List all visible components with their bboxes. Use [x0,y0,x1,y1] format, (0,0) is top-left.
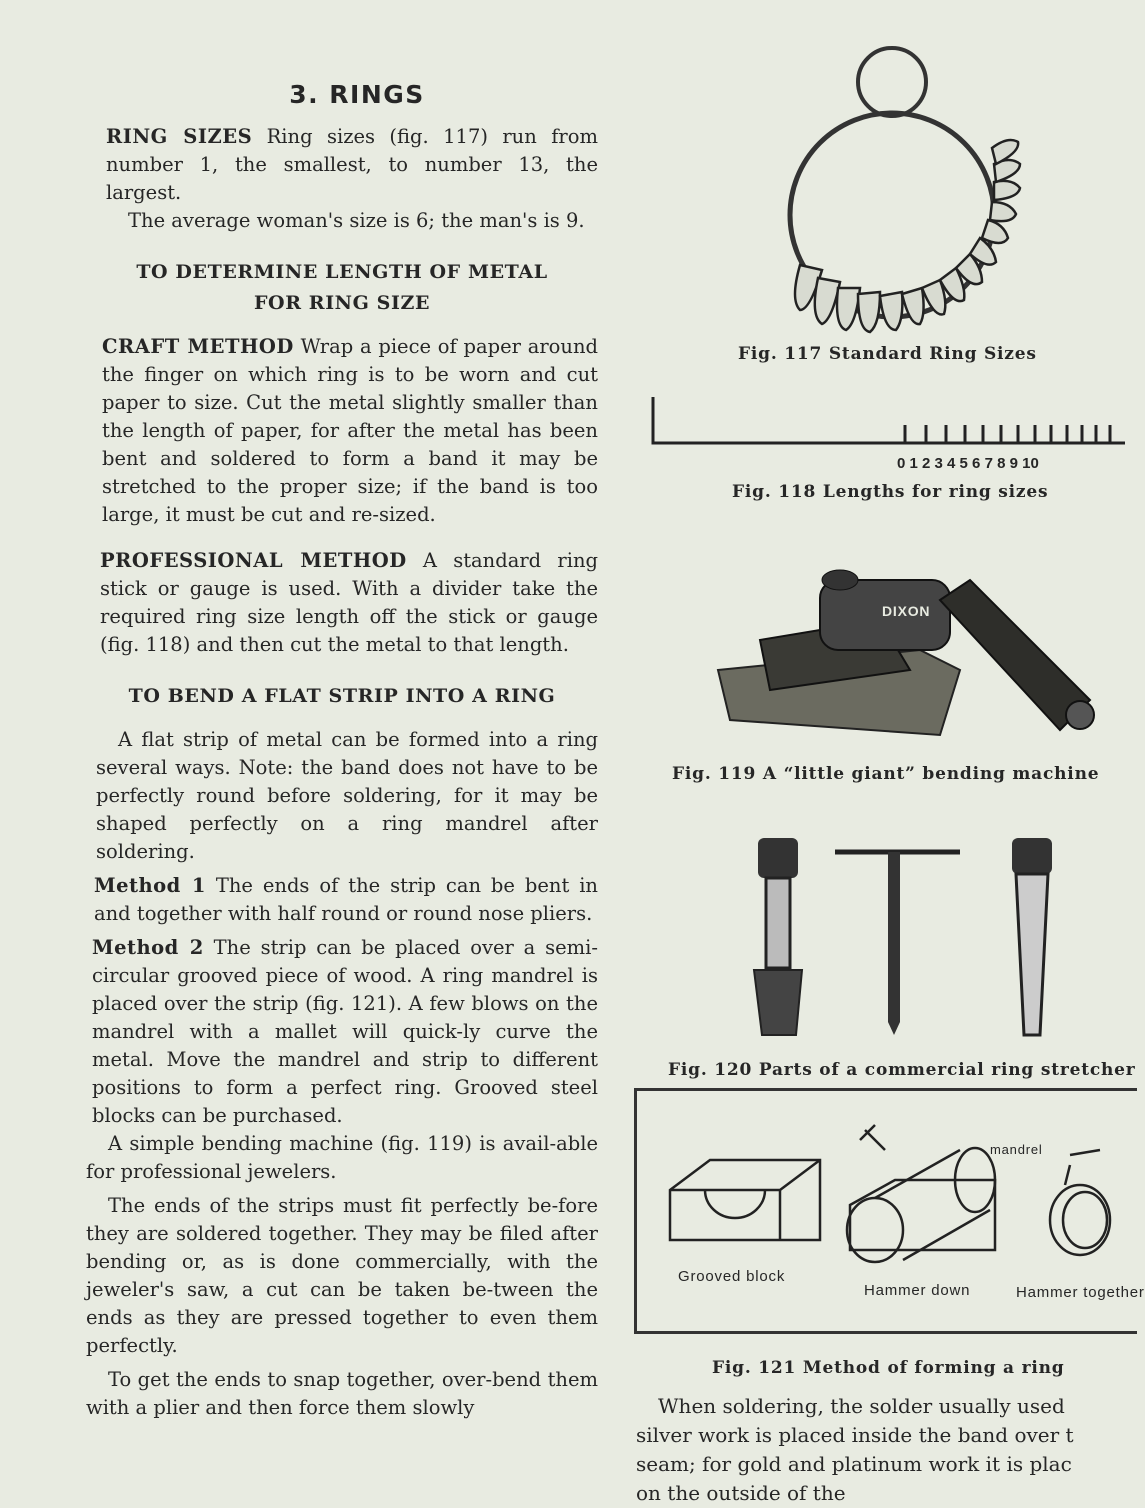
fig118-ruler-digits: 0 1 2 3 4 5 6 7 8 9 10 [897,455,1039,472]
bend-heading: TO BEND A FLAT STRIP INTO A RING [128,685,556,707]
bending-machine-illustration [710,560,1110,740]
method1-text: The ends of the strip can be bent in and together with half round or round nose pliers. [94,874,598,925]
bend-intro-paragraph: A flat strip of metal can be formed into a ring several ways. Note: the band does not have to be perfectly round before soldering, for it may be shaped perfectly on a ring mandrel after soldering. [96,728,598,863]
average-size-text: The average woman's size is 6; the man's is 9. [128,209,585,232]
method2-paragraph [86,934,598,1130]
snap-paragraph: To get the ends to snap together, over-bend them with a plier and then force them slowly [86,1368,598,1419]
method2-label: Method 2 [92,936,204,959]
soldering-line3: seam; for gold and platinum work it is plac [636,1452,1072,1476]
grooved-block-label: Grooved block [678,1268,786,1285]
method1-label: Method 1 [94,874,206,897]
fig119-caption: Fig. 119 A “little giant” bending machine [672,764,1100,784]
left-column [86,80,598,1422]
professional-method-text: A standard ring stick or gauge is used. With a divider take the required ring size length off the stick or gauge (fig. 118) and then cut the metal to that length. [100,549,598,656]
fig121-caption: Fig. 121 Method of forming a ring [712,1358,1065,1378]
determine-heading-line2: FOR RING SIZE [253,292,431,314]
hammer-down-label: Hammer down [864,1282,971,1299]
soldering-line4: on the outside of the [636,1481,846,1505]
craft-method-paragraph [86,333,598,529]
soldering-line2: silver work is placed inside the band over t [636,1423,1074,1447]
ring-sizes-label: RING SIZES [106,125,253,148]
method2-text: The strip can be placed over a semi-circular grooved piece of wood. A ring mandrel is placed over the strip (fig. 121). A few blows on the mandrel with a mallet will quick-ly curve the metal. Move the mandrel and strip to different positions to form a perfect ring. Grooved steel blocks can be purchased. [92,936,598,1127]
forming-method-illustration [660,1110,1125,1290]
ends-fit-paragraph: The ends of the strips must fit perfectly be-fore they are soldered together. They may be filed after bending or, as is done commercially, with the jeweler's saw, a cut can be taken be-tween the ends as they are pressed together to even them perfectly. [86,1194,598,1357]
ring-sizes-text: Ring sizes (fig. 117) run from number 1, the smallest, to number 13, the largest. [106,125,598,204]
hammer-together-label: Hammer together [1016,1284,1145,1301]
ring-sizer-illustration [760,40,1100,330]
fig117-caption: Fig. 117 Standard Ring Sizes [738,344,1037,364]
craft-method-label: CRAFT METHOD [102,335,294,358]
soldering-line1: When soldering, the solder usually used [658,1394,1065,1418]
professional-method-label: PROFESSIONAL METHOD [100,549,407,572]
ring-ruler-illustration [650,395,1125,455]
mandrel-label: mandrel [990,1142,1043,1157]
ring-sizes-paragraph [86,123,598,207]
determine-heading [86,257,598,319]
craft-method-text: Wrap a piece of paper around the finger on which ring is to be worn and cut paper to size. Cut the metal slightly smaller than the length of paper, for after the metal has been bent and soldered to form a band it may be stretched to the proper size; if the band is too large, it must be cut and re-sized. [102,335,599,526]
fig120-caption: Fig. 120 Parts of a commercial ring stretcher [668,1060,1136,1080]
fig119-brand: DIXON [882,603,931,619]
bending-machine-paragraph: A simple bending machine (fig. 119) is avail-able for professional jewelers. [86,1132,598,1183]
soldering-paragraph [636,1392,1126,1508]
fig118-caption: Fig. 118 Lengths for ring sizes [732,482,1049,502]
method1-paragraph [86,872,598,928]
average-size-paragraph [86,207,598,235]
chapter-title: 3. RINGS [289,80,425,109]
professional-method-paragraph [86,547,598,659]
determine-heading-line1: TO DETERMINE LENGTH OF METAL [136,261,548,283]
ring-stretcher-illustration [740,830,1070,1045]
